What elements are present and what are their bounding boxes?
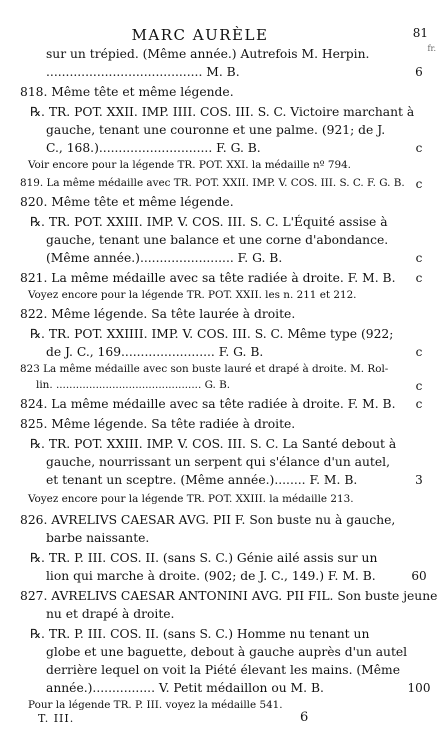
entry-line: 818. Même tête et même légende. (20, 85, 234, 99)
entry-line: année.)................ V. Petit médaillon ou M. B. (46, 681, 324, 695)
entry-line: 823 La même médaille avec son buste lauré et drapé à droite. M. Rol- (20, 363, 389, 375)
entry-line: lion qui marche à droite. (902; de J. C., 149.) F. M. B. (46, 569, 376, 583)
entry-line: ℞. TR. POT. XXII. IMP. IIII. COS. III. S. C. Victoire marchant à (30, 105, 415, 119)
rarity-value: 6 (415, 65, 423, 79)
rarity-value: 100 (407, 681, 431, 695)
entry-line: et tenant un sceptre. (Même année.)........ F. M. B. (46, 473, 358, 487)
entry-line: Voir encore pour la légende TR. POT. XXI. la médaille nº 794. (28, 159, 351, 171)
volume-signature: T. III. (38, 712, 75, 725)
entry-line: C., 168.)............................. F. G. B. (46, 141, 261, 155)
entry-line: ℞. TR. POT. XXIIII. IMP. V. COS. III. S. C. Même type (922; (30, 327, 394, 341)
entry-line: 827. AVRELIVS CAESAR ANTONINI AVG. PII FIL. Son buste jeune (20, 589, 438, 603)
entry-line: lin. ............................................ G. B. (36, 379, 231, 391)
rarity-value: c (415, 397, 423, 411)
rarity-value: 60 (411, 569, 427, 583)
entry-line: Voyez encore pour la légende TR. POT. XXIII. la médaille 213. (28, 493, 354, 505)
price-unit-mark: fr. (427, 44, 436, 53)
entry-line: ℞. TR. POT. XXIII. IMP. V. COS. III. S. C. La Santé debout à (30, 437, 397, 451)
entry-line: 821. La même médaille avec sa tête radiée à droite. F. M. B. (20, 271, 396, 285)
rarity-value: c (415, 271, 423, 285)
entry-line: nu et drapé à droite. (46, 607, 175, 621)
rarity-value: c (415, 251, 423, 265)
rarity-value: c (415, 177, 423, 191)
running-header (0, 26, 446, 53)
entry-line: sur un trépied. (Même année.) Autrefois M. Herpin. (46, 47, 370, 61)
entry-line: derrière lequel on voit la Piété élevant les mains. (Même (46, 663, 400, 677)
entry-line: 826. AVRELIVS CAESAR AVG. PII F. Son buste nu à gauche, (20, 513, 396, 527)
sheet-number: 6 (300, 710, 309, 725)
rarity-value: c (415, 379, 423, 393)
entry-line: barbe naissante. (46, 531, 150, 545)
page-title: MARC AURÈLE (131, 26, 269, 44)
entry-line: 822. Même légende. Sa tête laurée à droite. (20, 307, 296, 321)
rarity-value: 3 (415, 473, 423, 487)
entry-line: ........................................ M. B. (46, 65, 240, 79)
rarity-value: c (415, 345, 423, 359)
rarity-value: c (415, 141, 423, 155)
entry-line: (Même année.)........................ F. G. B. (46, 251, 283, 265)
entry-line: 819. La même médaille avec TR. POT. XXII. IMP. V. COS. III. S. C. F. G. B. (20, 177, 405, 189)
entry-line: globe et une baguette, debout à gauche auprès d'un autel (46, 645, 408, 659)
entry-line: gauche, nourrissant un serpent qui s'élance d'un autel, (46, 455, 390, 469)
entry-line: de J. C., 169........................ F. G. B. (46, 345, 264, 359)
entry-line: 820. Même tête et même légende. (20, 195, 234, 209)
entry-line: 824. La même médaille avec sa tête radiée à droite. F. M. B. (20, 397, 396, 411)
entry-line: ℞. TR. POT. XXIII. IMP. V. COS. III. S. C. L'Équité assise à (30, 215, 388, 229)
entry-line: Pour la légende TR. P. III. voyez la médaille 541. (28, 699, 283, 711)
page-number: 81 (412, 26, 428, 40)
entry-line: Voyez encore pour la légende TR. POT. XXII. les n. 211 et 212. (28, 289, 357, 301)
entry-line: 825. Même légende. Sa tête radiée à droite. (20, 417, 296, 431)
entry-line: ℞. TR. P. III. COS. II. (sans S. C.) Génie ailé assis sur un (30, 551, 378, 565)
entry-line: gauche, tenant une balance et une corne d'abondance. (46, 233, 389, 247)
entry-line: gauche, tenant une couronne et une palme. (921; de J. (46, 123, 386, 137)
entry-line: ℞. TR. P. III. COS. II. (sans S. C.) Homme nu tenant un (30, 627, 370, 641)
